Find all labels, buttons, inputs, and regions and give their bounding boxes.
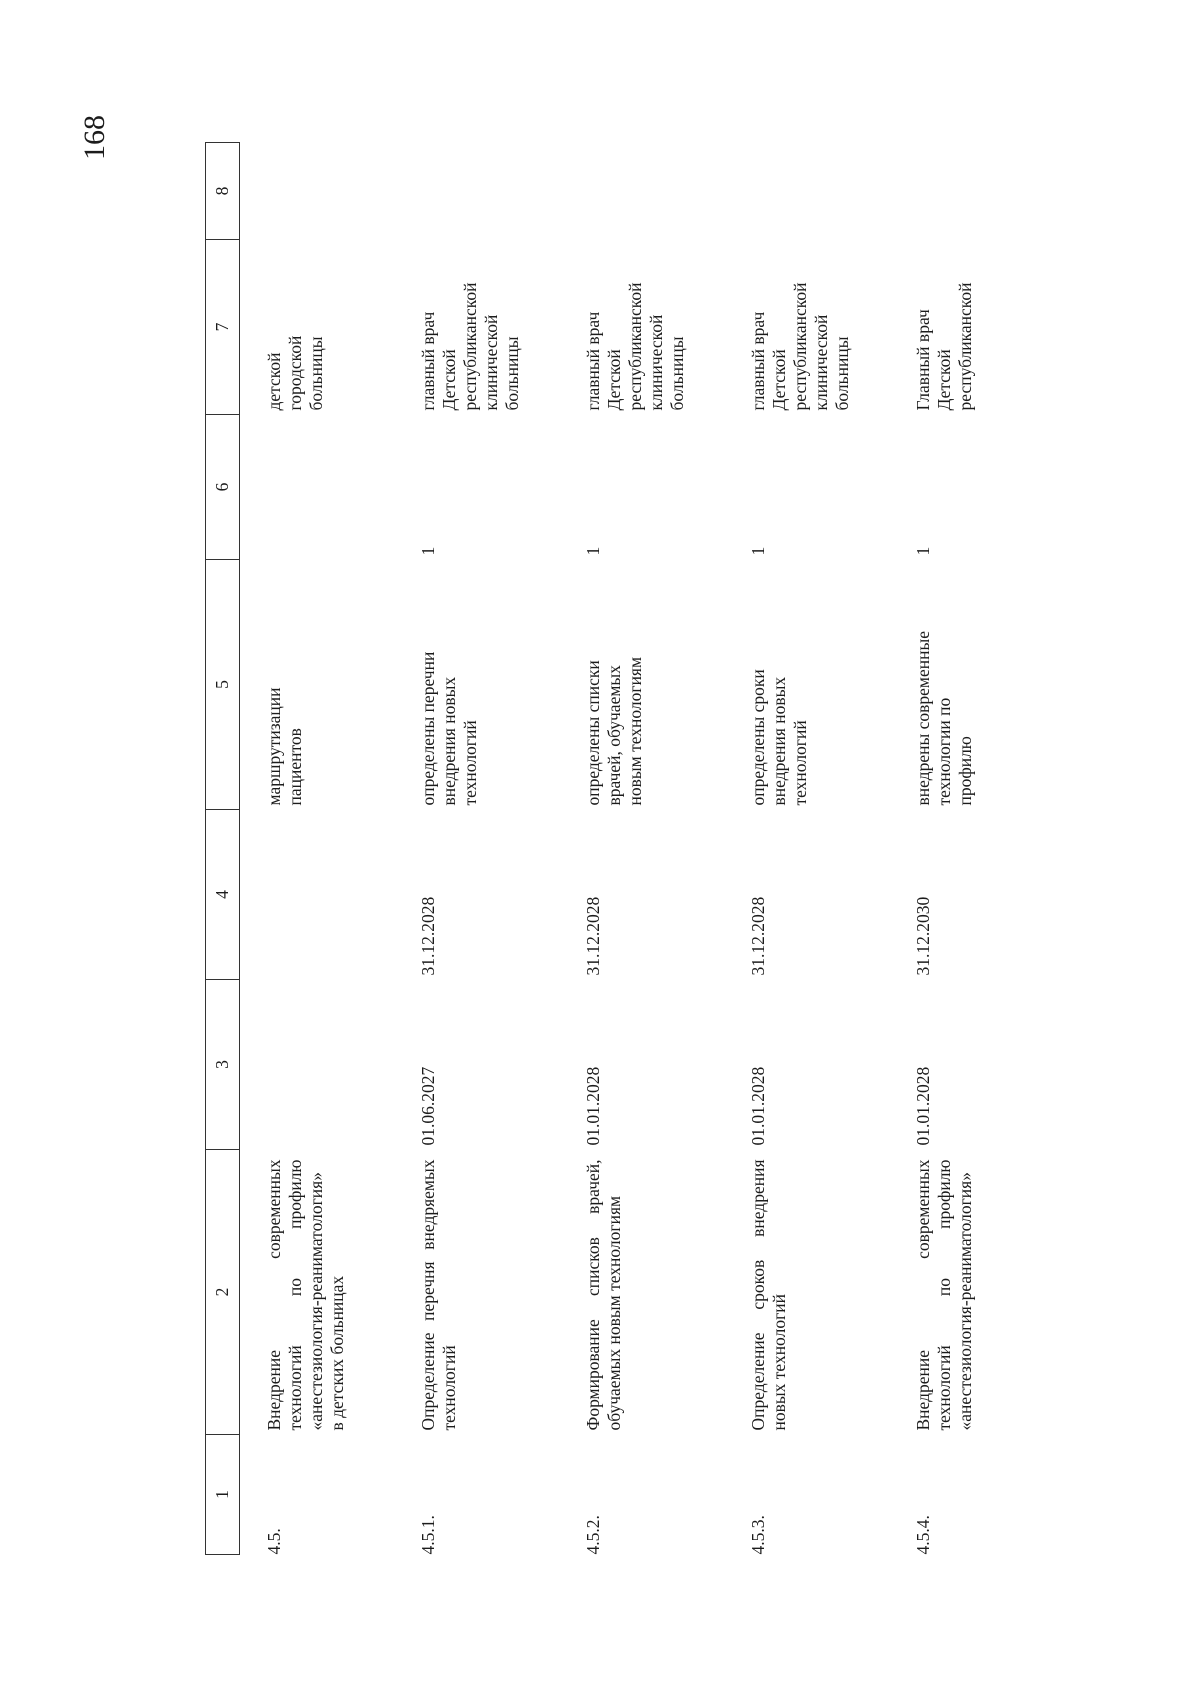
item-number: 4.5.	[264, 1528, 284, 1555]
event-name: Формирование списков врачей, обучаемых новым технологиям	[583, 1159, 624, 1431]
table-row	[418, 143, 583, 1555]
responsible: детской городской больницы	[264, 335, 326, 411]
end-date: 31.12.2028	[748, 896, 768, 976]
value: 1	[418, 546, 438, 556]
item-number: 4.5.3.	[748, 1515, 768, 1555]
header-cell: 8	[206, 143, 240, 240]
table-row	[264, 143, 418, 1555]
header-cell: 5	[206, 560, 240, 810]
item-number: 4.5.1.	[418, 1515, 438, 1555]
item-number: 4.5.4.	[913, 1515, 933, 1555]
start-date: 01.01.2028	[913, 1066, 933, 1146]
value: 1	[583, 546, 603, 556]
col8	[418, 143, 583, 240]
header-cell: 6	[206, 415, 240, 560]
col8	[583, 143, 748, 240]
start-date: 01.01.2028	[748, 1066, 768, 1146]
header-cell: 3	[206, 980, 240, 1150]
header-cell: 7	[206, 240, 240, 415]
responsible: главный врач Детской республиканской клинической больницы	[418, 282, 522, 411]
start-date: 01.01.2028	[583, 1066, 603, 1146]
header-cell: 2	[206, 1150, 240, 1435]
col8	[748, 143, 913, 240]
value: 1	[748, 546, 768, 556]
table-row	[583, 143, 748, 1555]
start-date	[264, 980, 418, 1150]
end-date: 31.12.2028	[583, 896, 603, 976]
result: определены перечни внедрения новых технологий	[418, 651, 480, 806]
table-row	[748, 143, 913, 1555]
header-cell: 1	[206, 1435, 240, 1555]
event-name: Внедрение современных технологий по профилю «анестезиология-реаниматология»	[913, 1159, 975, 1431]
responsible: главный врач Детской республиканской клинической больницы	[748, 282, 852, 411]
end-date	[264, 810, 418, 980]
result: внедрены современные технологии по профилю	[913, 631, 975, 806]
end-date: 31.12.2030	[913, 896, 933, 976]
responsible: главный врач Детской республиканской клинической больницы	[583, 282, 687, 411]
result: определены сроки внедрения новых технологий	[748, 669, 810, 806]
responsible: Главный врач Детской республиканской	[913, 282, 975, 411]
start-date: 01.06.2027	[418, 1066, 438, 1146]
end-date: 31.12.2028	[418, 896, 438, 976]
plan-table	[205, 142, 1036, 1555]
header-cell: 4	[206, 810, 240, 980]
page-number: 168	[78, 115, 111, 160]
result: определены списки врачей, обучаемых новым технологиям	[583, 656, 645, 806]
result: маршрутизации пациентов	[264, 687, 305, 806]
item-number: 4.5.2.	[583, 1515, 603, 1555]
value	[264, 415, 418, 560]
table-row	[913, 143, 1036, 1555]
rotated-table-area	[205, 143, 1025, 1555]
value: 1	[913, 546, 933, 556]
event-name: Внедрение современных технологий по профилю «анестезиология-реаниматология» в детских больницах	[264, 1159, 347, 1431]
column-number-header	[206, 143, 240, 1555]
col8	[913, 143, 1036, 240]
event-name: Определение сроков внедрения новых технологий	[748, 1159, 789, 1431]
col8	[264, 143, 418, 240]
event-name: Определение перечня внедряемых технологий	[418, 1159, 459, 1431]
